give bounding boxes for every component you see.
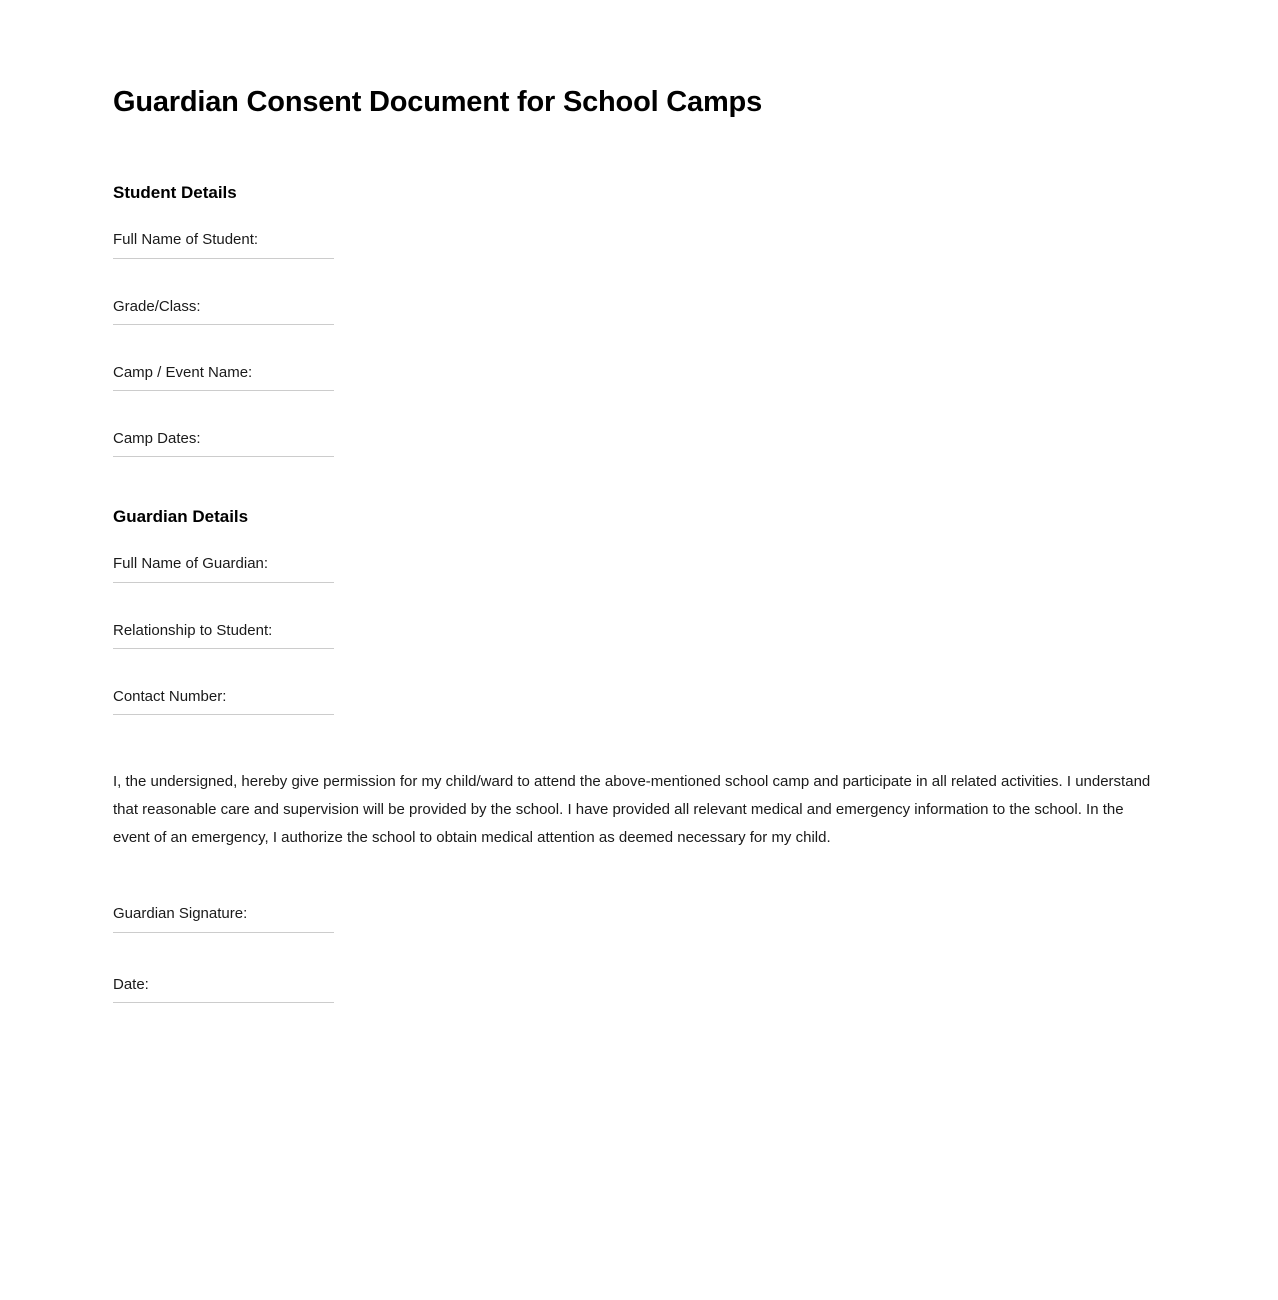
field-contact-number[interactable] <box>113 687 334 715</box>
field-camp-dates[interactable] <box>113 429 334 457</box>
field-label-guardian-signature: Guardian Signature: <box>113 905 248 923</box>
field-label-contact-number: Contact Number: <box>113 687 227 705</box>
field-label-relationship-to-student: Relationship to Student: <box>113 621 273 639</box>
section-heading-guardian-details: Guardian Details <box>113 507 249 527</box>
section-student-details <box>113 182 1165 457</box>
field-full-name-of-guardian[interactable] <box>113 554 334 582</box>
field-relationship-to-student[interactable] <box>113 621 334 649</box>
field-grade-class[interactable] <box>113 297 334 325</box>
field-label-camp-dates: Camp Dates: <box>113 430 201 448</box>
field-label-grade-class: Grade/Class: <box>113 297 201 315</box>
student-details-field-list <box>113 230 1165 457</box>
field-full-name-of-student[interactable] <box>113 230 334 258</box>
guardian-details-field-list <box>113 554 1165 715</box>
field-label-full-name-of-student: Full Name of Student: <box>113 231 259 249</box>
section-guardian-details <box>113 506 1165 715</box>
consent-statement: I, the undersigned, hereby give permission for my child/ward to attend the above-mentioned school camp and participate in all related activities. I understand that reasonable care and supervision will be provided by the school. I have provided all relevant medical and emergency information to the school. In the event of an emergency, I authorize the school to obtain medical attention as deemed necessary for my child. <box>113 773 1151 846</box>
field-date[interactable] <box>113 975 334 1003</box>
field-label-camp-event-name: Camp / Event Name: <box>113 363 253 381</box>
field-label-date: Date: <box>113 975 149 993</box>
page-title: Guardian Consent Document for School Camps <box>113 86 762 118</box>
field-label-full-name-of-guardian: Full Name of Guardian: <box>113 555 269 573</box>
section-heading-student-details: Student Details <box>113 183 237 203</box>
field-camp-event-name[interactable] <box>113 363 334 391</box>
field-guardian-signature[interactable] <box>113 904 334 932</box>
signature-block <box>113 904 1165 1003</box>
